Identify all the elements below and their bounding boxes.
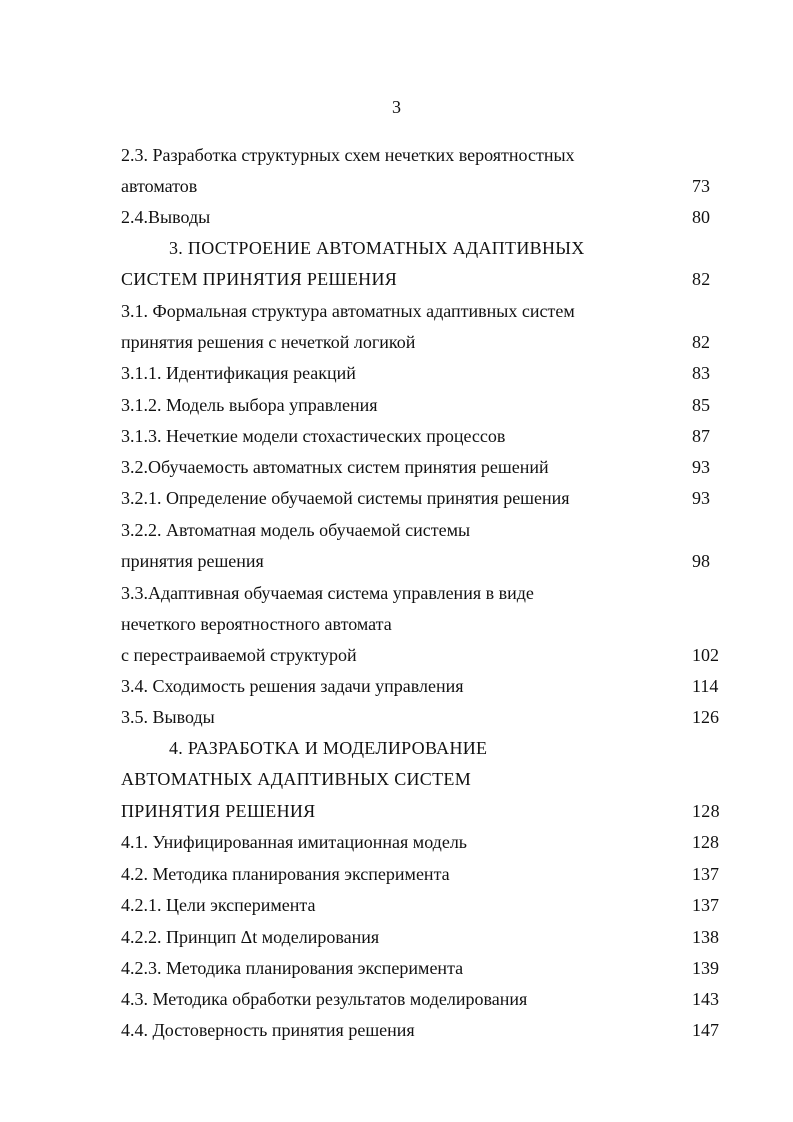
toc-line xyxy=(121,705,793,729)
toc-line-text: 2.4.Выводы xyxy=(121,207,211,227)
toc-line-page: 137 xyxy=(692,895,719,915)
toc-line xyxy=(121,518,793,542)
toc-line-text: автоматов xyxy=(121,176,198,196)
toc-line xyxy=(121,862,793,886)
toc-chapter-heading xyxy=(121,236,793,260)
toc-line-page: 85 xyxy=(692,395,710,415)
toc-line-text: 4.2.3. Методика планирования эксперимента xyxy=(121,958,464,978)
toc-line-text: нечеткого вероятностного автомата xyxy=(121,614,392,634)
toc-line-text: ПРИНЯТИЯ РЕШЕНИЯ xyxy=(121,801,316,821)
toc-line-text: 4.1. Унифицированная имитационная модель xyxy=(121,832,468,852)
toc-line xyxy=(121,956,793,980)
toc-line-page: 80 xyxy=(692,207,710,227)
toc-line-text: 3.2.Обучаемость автоматных систем принятия решений xyxy=(121,457,549,477)
toc-line xyxy=(121,205,793,229)
toc-line xyxy=(121,361,793,385)
toc-chapter-heading xyxy=(121,799,793,823)
toc-line xyxy=(121,1018,793,1042)
toc-line xyxy=(121,925,793,949)
toc-line xyxy=(121,174,793,198)
toc-line-page: 138 xyxy=(692,927,719,947)
toc-line-page: 93 xyxy=(692,457,710,477)
toc-line-text: 2.3. Разработка структурных схем нечетких вероятностных xyxy=(121,145,575,165)
toc-line xyxy=(121,643,793,667)
toc-line-page: 93 xyxy=(692,488,710,508)
toc-line-page: 143 xyxy=(692,989,719,1009)
toc-line-page: 126 xyxy=(692,707,719,727)
toc-line xyxy=(121,330,793,354)
toc-line-text: АВТОМАТНЫХ АДАПТИВНЫХ СИСТЕМ xyxy=(121,769,472,789)
toc-line xyxy=(121,549,793,573)
toc-line-page: 137 xyxy=(692,864,719,884)
toc-line-text: 3.1.2. Модель выбора управления xyxy=(121,395,378,415)
toc-line-text: 3.4. Сходимость решения задачи управления xyxy=(121,676,464,696)
toc-line-page: 147 xyxy=(692,1020,719,1040)
toc-line xyxy=(121,581,793,605)
toc-line-page: 102 xyxy=(692,645,719,665)
toc-line-page: 83 xyxy=(692,363,710,383)
toc-line-text: 3.2.2. Автоматная модель обучаемой системы xyxy=(121,520,471,540)
toc-line-text: 3.1.1. Идентификация реакций xyxy=(121,363,356,383)
toc-line xyxy=(121,455,793,479)
toc-line-text: 3.2.1. Определение обучаемой системы принятия решения xyxy=(121,488,570,508)
toc-line-page: 82 xyxy=(692,332,710,352)
toc-line-text: 4.2.1. Цели эксперимента xyxy=(121,895,316,915)
toc-line xyxy=(121,987,793,1011)
toc-line-text: 3. ПОСТРОЕНИЕ АВТОМАТНЫХ АДАПТИВНЫХ xyxy=(169,238,585,258)
toc-line-page: 73 xyxy=(692,176,710,196)
toc-line-text: СИСТЕМ ПРИНЯТИЯ РЕШЕНИЯ xyxy=(121,269,398,289)
toc-chapter-heading xyxy=(121,267,793,291)
toc-line-page: 128 xyxy=(692,832,719,852)
toc-line-page: 82 xyxy=(692,269,711,289)
toc-line xyxy=(121,612,793,636)
toc-line-text: 4.2. Методика планирования эксперимента xyxy=(121,864,450,884)
page-number: 3 xyxy=(392,97,401,117)
toc-line xyxy=(121,674,793,698)
toc-chapter-heading xyxy=(121,736,793,760)
toc-line-text: 4.4. Достоверность принятия решения xyxy=(121,1020,415,1040)
toc-line-page: 114 xyxy=(692,676,719,696)
toc-line-text: 4.3. Методика обработки результатов моделирования xyxy=(121,989,528,1009)
toc-line xyxy=(121,486,793,510)
toc-chapter-heading xyxy=(121,767,793,791)
toc-line-page: 87 xyxy=(692,426,710,446)
toc-line xyxy=(121,830,793,854)
toc-line-page: 98 xyxy=(692,551,710,571)
toc-line-text: 3.3.Адаптивная обучаемая система управления в виде xyxy=(121,583,534,603)
toc-line xyxy=(121,424,793,448)
toc-line xyxy=(121,393,793,417)
toc-line-text: с перестраиваемой структурой xyxy=(121,645,357,665)
toc-line-text: 4. РАЗРАБОТКА И МОДЕЛИРОВАНИЕ xyxy=(169,738,488,758)
toc-line-text: принятия решения xyxy=(121,551,264,571)
toc-line xyxy=(121,893,793,917)
toc-line-text: 3.1. Формальная структура автоматных адаптивных систем xyxy=(121,301,575,321)
toc-line-page: 139 xyxy=(692,958,719,978)
toc-line-text: принятия решения с нечеткой логикой xyxy=(121,332,416,352)
toc-line-text: 4.2.2. Принцип Δt моделирования xyxy=(121,927,380,947)
toc-line xyxy=(121,143,793,167)
toc-line-text: 3.1.3. Нечеткие модели стохастических процессов xyxy=(121,426,506,446)
toc-line-text: 3.5. Выводы xyxy=(121,707,215,727)
toc-line-page: 128 xyxy=(692,801,720,821)
toc-line xyxy=(121,299,793,323)
